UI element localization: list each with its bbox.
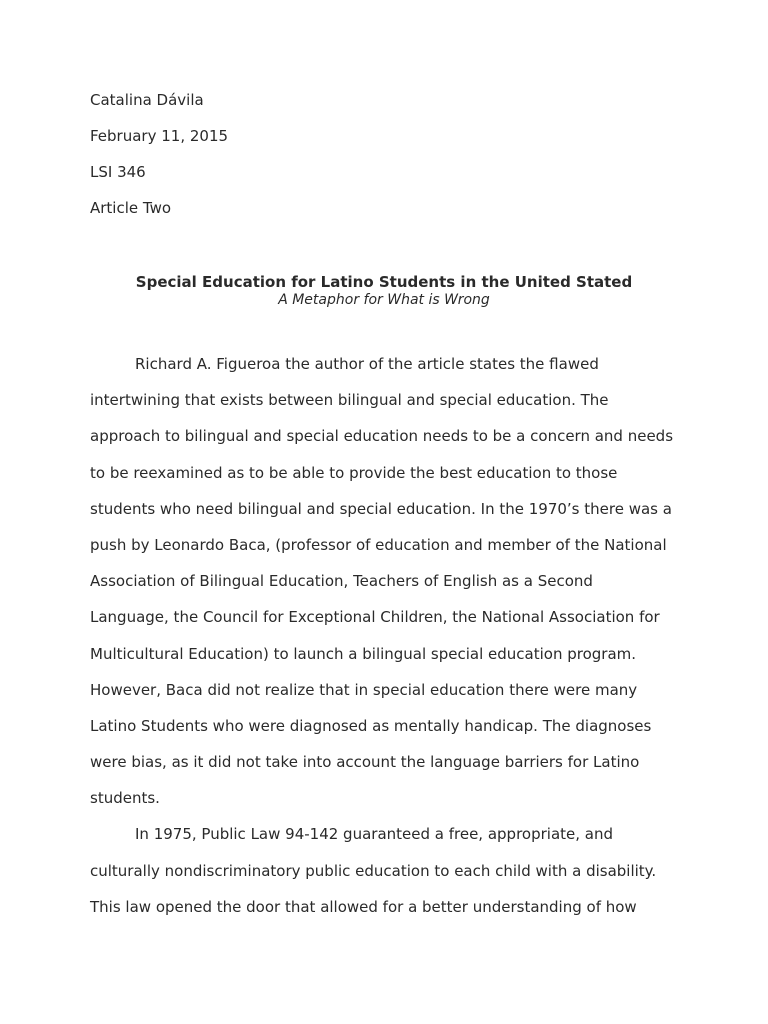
paragraph-line: Multicultural Education) to launch a bilingual special education program.: [90, 644, 637, 663]
assignment-name: Article Two: [90, 199, 172, 217]
paragraph-line: Association of Bilingual Education, Teachers of English as a Second: [90, 572, 593, 591]
paragraph-line: Language, the Council for Exceptional Children, the National Association for: [90, 608, 660, 627]
paragraph-line: Richard A. Figueroa the author of the article states the flawed: [135, 355, 599, 373]
paragraph-line: This law opened the door that allowed for a better understanding of how: [90, 897, 637, 916]
document-date: February 11, 2015: [90, 127, 229, 145]
paragraph-line: culturally nondiscriminatory public education to each child with a disability.: [90, 861, 657, 880]
author-name: Catalina Dávila: [90, 91, 204, 109]
paragraph-line: intertwining that exists between bilingual and special education. The: [90, 391, 609, 410]
body-text: [90, 354, 690, 933]
document-title: Special Education for Latino Students in the United Stated: [135, 273, 633, 291]
paragraph-line: students who need bilingual and special education. In the 1970’s there was a: [90, 499, 672, 518]
paragraph-line: approach to bilingual and special education needs to be a concern and needs: [90, 427, 674, 446]
paragraph-line: were bias, as it did not take into account the language barriers for Latino: [90, 753, 640, 772]
paragraph-line: In 1975, Public Law 94-142 guaranteed a free, appropriate, and: [135, 825, 614, 844]
document-subtitle: A Metaphor for What is Wrong: [278, 292, 490, 308]
document-header: [90, 90, 228, 234]
course-code: LSI 346: [90, 163, 146, 181]
paragraph-line: to be reexamined as to be able to provide the best education to those: [90, 463, 618, 482]
title-block: [0, 273, 768, 309]
paragraph-line: However, Baca did not realize that in special education there were many: [90, 680, 638, 699]
paragraph-line: Latino Students who were diagnosed as mentally handicap. The diagnoses: [90, 716, 652, 735]
paragraph-line: students.: [90, 789, 160, 808]
paragraph-line: push by Leonardo Baca, (professor of education and member of the National: [90, 535, 667, 554]
